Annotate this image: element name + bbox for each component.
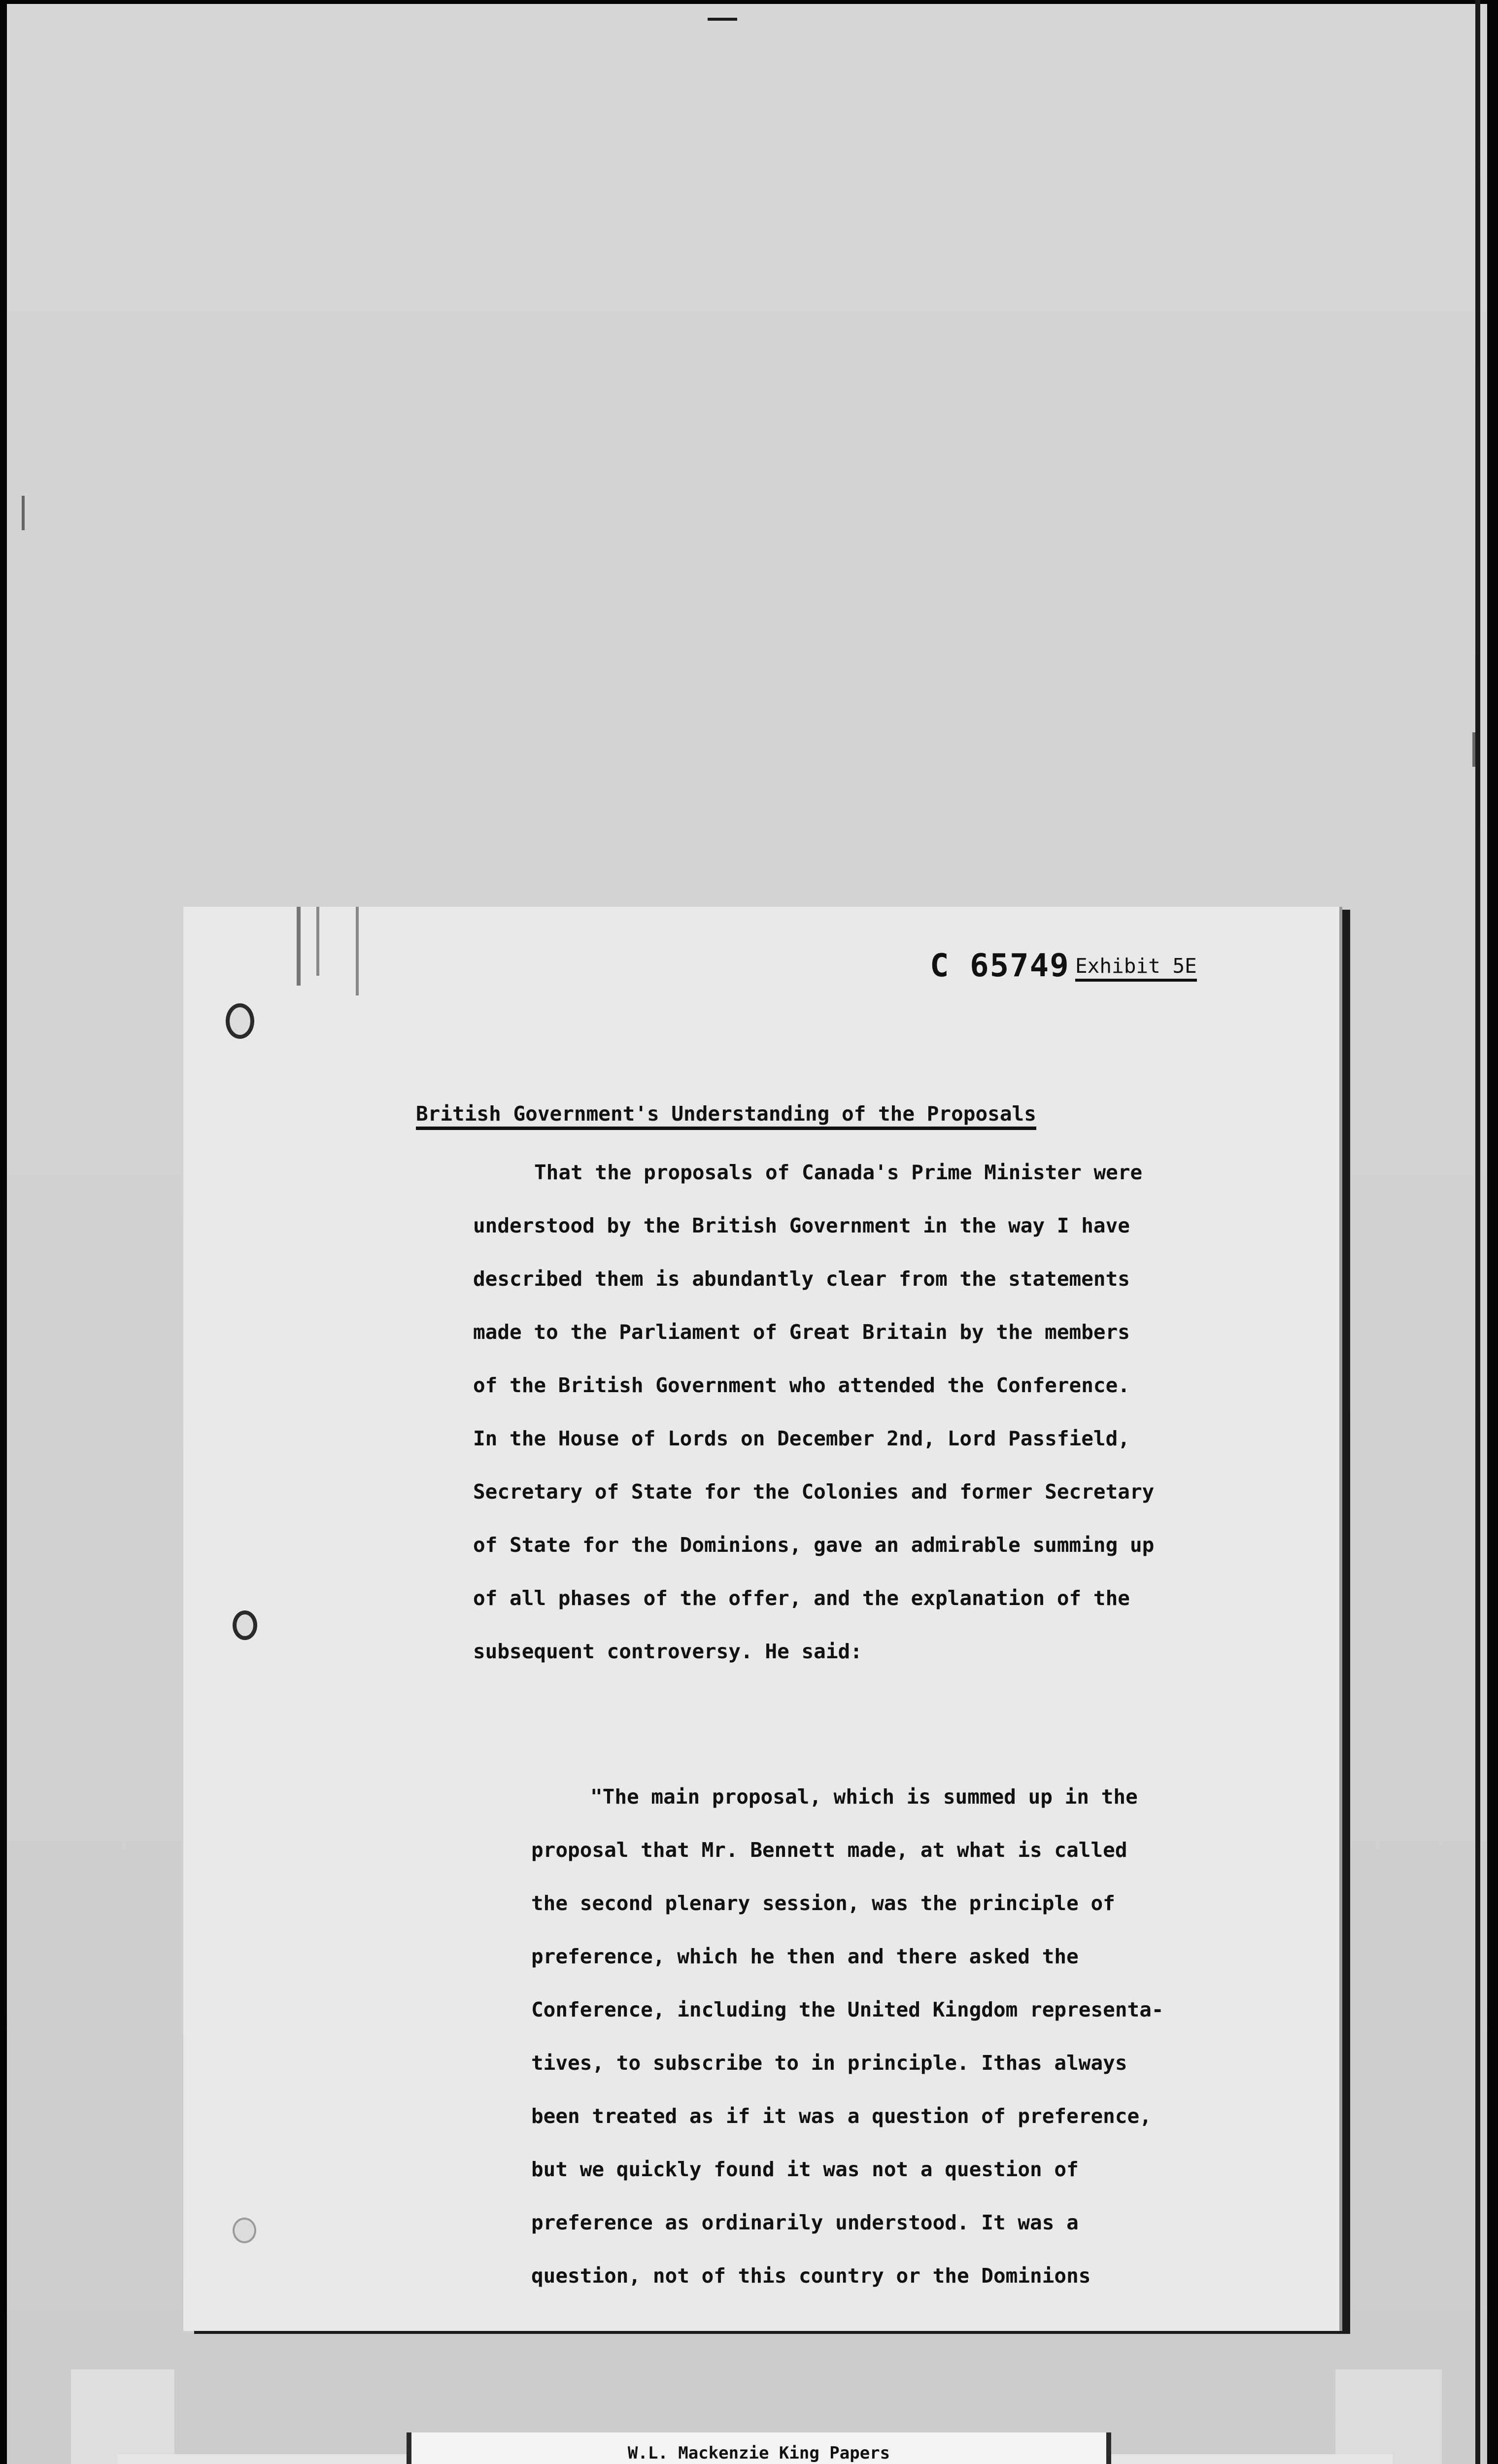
document-sheet xyxy=(183,907,1339,2331)
quote-line: proposal that Mr. Bennett made, at what is called xyxy=(531,1838,1127,1862)
paragraph-line: of State for the Dominions, gave an admirable summing up xyxy=(473,1533,1155,1557)
collection-name: W.L. Mackenzie King Papers xyxy=(627,2443,890,2463)
quote-line: Conference, including the United Kingdom representa- xyxy=(531,1998,1164,2021)
paragraph-line: Secretary of State for the Colonies and former Secretary xyxy=(473,1480,1155,1504)
film-edge-right xyxy=(1475,0,1480,2464)
quote-line: preference as ordinarily understood. It was a xyxy=(531,2211,1079,2234)
punch-hole-middle xyxy=(233,1610,257,1640)
quote-line: been treated as if it was a question of preference, xyxy=(531,2104,1152,2128)
paragraph-line: understood by the British Government in the way I have xyxy=(473,1214,1130,1237)
paragraph-line: That the proposals of Canada's Prime Minister were xyxy=(534,1161,1143,1184)
paragraph-line: In the House of Lords on December 2nd, Lord Passfield, xyxy=(473,1427,1130,1450)
sheet-scratch xyxy=(316,907,319,976)
quote-line: preference, which he then and there asked the xyxy=(531,1945,1079,1968)
sheet-scratch xyxy=(297,907,301,986)
paragraph-line: of the British Government who attended the Conference. xyxy=(473,1373,1130,1397)
punch-hole-bottom xyxy=(233,2218,256,2243)
quote-line: "The main proposal, which is summed up in the xyxy=(590,1785,1138,1809)
quote-line: question, not of this country or the Dominions xyxy=(531,2264,1091,2288)
section-heading: British Government's Understanding of the Proposals xyxy=(416,1102,1036,1130)
paragraph-line: subsequent controversy. He said: xyxy=(473,1640,862,1663)
mount-tab-left xyxy=(71,2369,174,2464)
quote-line: tives, to subscribe to in principle. Ithas always xyxy=(531,2051,1127,2075)
paragraph-line: made to the Parliament of Great Britain by the members xyxy=(473,1320,1130,1344)
film-edge-tick xyxy=(708,18,737,21)
mount-tab-right xyxy=(1335,2369,1442,2464)
scratch-mark-right xyxy=(1472,732,1475,767)
punch-hole-top xyxy=(226,1003,254,1039)
scratch-mark xyxy=(22,496,25,530)
collection-label xyxy=(407,2432,1111,2464)
paragraph-line: of all phases of the offer, and the explanation of the xyxy=(473,1586,1130,1610)
exhibit-label: Exhibit 5E xyxy=(1075,954,1197,982)
quotation-block xyxy=(531,1770,1300,2302)
paragraph-line: described them is abundantly clear from the statements xyxy=(473,1267,1130,1291)
sheet-scratch xyxy=(356,907,359,995)
document-number: C 65749 xyxy=(930,948,1070,984)
paragraph xyxy=(473,1146,1286,1678)
quote-line: but we quickly found it was not a question of xyxy=(531,2157,1079,2181)
quote-line: the second plenary session, was the principle of xyxy=(531,1891,1115,1915)
